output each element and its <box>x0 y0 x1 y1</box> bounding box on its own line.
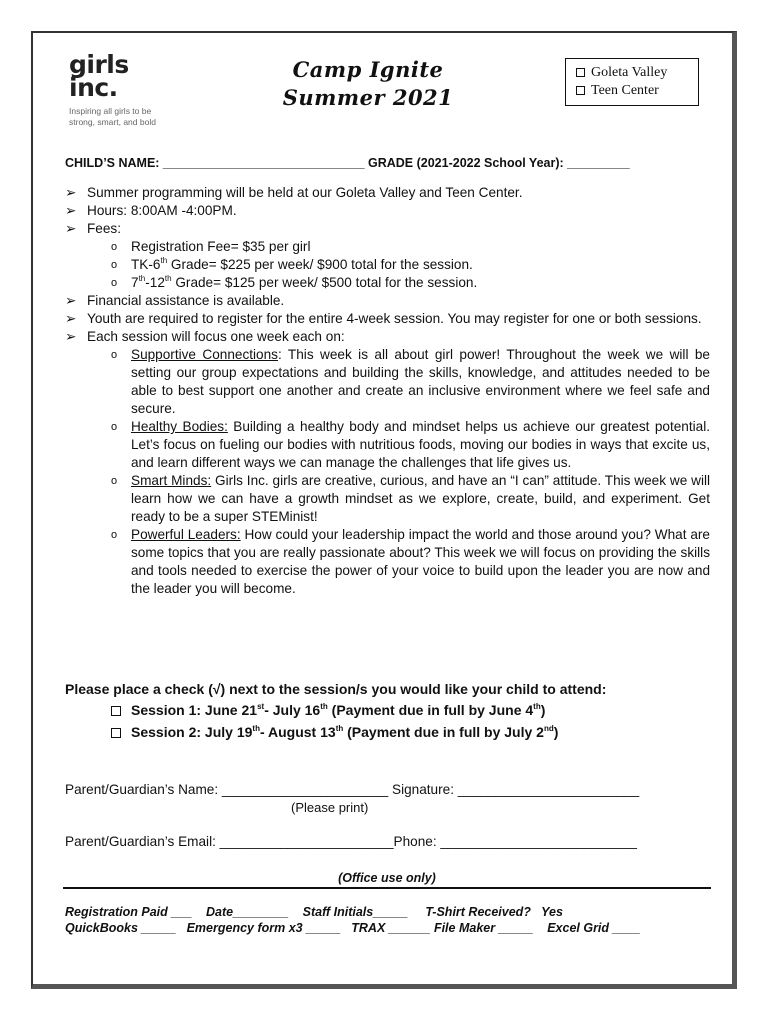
fee-item <box>65 274 710 292</box>
list-item <box>65 328 710 346</box>
fee-text: Grade= $125 per week/ $500 total for the session. <box>171 275 478 290</box>
superscript: nd <box>543 724 554 733</box>
circle-bullet-icon: o <box>111 475 118 487</box>
focus-item-smart-minds <box>65 472 710 526</box>
circle-bullet-icon: o <box>111 241 118 253</box>
child-name-grade-line[interactable]: CHILD’S NAME: _____________________________ GRADE (2021-2022 School Year): _________ <box>65 156 630 170</box>
fee-text: TK-6 <box>131 257 161 272</box>
superscript: th <box>138 274 146 283</box>
checkbox-icon[interactable] <box>111 706 121 716</box>
fee-text: Grade= $225 per week/ $900 total for the session. <box>167 257 473 272</box>
focus-text: How could your leadership impact the world and those around you? What are some topics that you are really passionate about? This week we will focus on providing the skills and tools needed to exercise the power of your voice to build upon the leader you are now and the leader you will become. <box>131 527 710 596</box>
logo-tagline-2: strong, smart, and bold <box>69 117 156 127</box>
superscript: th <box>335 724 344 733</box>
office-use-heading: (Office use only) <box>63 871 711 889</box>
program-details <box>65 184 710 598</box>
session-text: ) <box>553 724 559 740</box>
focus-item-healthy-bodies <box>65 418 710 472</box>
superscript: st <box>257 702 265 711</box>
page-title <box>253 56 483 112</box>
list-item <box>65 202 710 220</box>
focus-text: : This week is all about girl power! Throughout the week we will be setting our group expectations and building the skills, knowledge, and attitudes needed to be able to best support one another and create an inclusive environment where we feel safe and secure. <box>131 347 710 416</box>
girls-inc-logo <box>69 50 156 128</box>
fee-item <box>65 256 710 274</box>
location-teen-center[interactable] <box>576 82 698 100</box>
location-label-2: Teen Center <box>591 83 659 98</box>
logo-word-girls: girls <box>69 50 129 79</box>
session-text: (Payment due in full by July 2 <box>343 724 544 740</box>
arrow-bullet-icon: ➢ <box>65 185 77 200</box>
checkbox-icon[interactable] <box>111 728 121 738</box>
superscript: th <box>160 256 168 265</box>
arrow-bullet-icon: ➢ <box>65 311 77 326</box>
focus-title: Supportive Connections <box>131 347 278 362</box>
checkbox-icon <box>576 86 585 95</box>
office-admin-row-1: Registration Paid ___ Date________ Staff Initials_____ T-Shirt Received? Yes <box>65 905 563 919</box>
location-label-1: Goleta Valley <box>591 65 668 80</box>
location-box <box>565 58 699 106</box>
logo-word-inc: inc. <box>69 73 118 102</box>
bullet-text: Summer programming will be held at our Goleta Valley and Teen Center. <box>87 185 523 200</box>
list-item <box>65 184 710 202</box>
list-item <box>65 220 710 238</box>
arrow-bullet-icon: ➢ <box>65 203 77 218</box>
fee-text: 7 <box>131 275 139 290</box>
bullet-text: Hours: 8:00AM -4:00PM. <box>87 203 237 218</box>
list-item <box>65 310 710 328</box>
focus-title: Healthy Bodies: <box>131 419 228 434</box>
form-page <box>31 31 737 989</box>
focus-text: Girls Inc. girls are creative, curious, and have an “I can” attitude. This week we will learn how we can have a growth mindset as we explore, create, build, and experiment. Get ready to be a super STEMinist! <box>131 473 711 524</box>
arrow-bullet-icon: ➢ <box>65 329 77 344</box>
session-text: - August 13 <box>259 724 336 740</box>
superscript: th <box>252 724 260 733</box>
bullet-text: Each session will focus one week each on: <box>87 329 345 344</box>
fee-text: -12 <box>145 275 165 290</box>
title-line-1: Camp Ignite <box>292 57 444 82</box>
circle-bullet-icon: o <box>111 277 118 289</box>
session-text: Session 2: July 19 <box>131 724 253 740</box>
circle-bullet-icon: o <box>111 259 118 271</box>
arrow-bullet-icon: ➢ <box>65 293 77 308</box>
focus-title: Smart Minds: <box>131 473 212 488</box>
circle-bullet-icon: o <box>111 421 118 433</box>
title-line-2: Summer 2021 <box>282 85 454 110</box>
focus-text: Building a healthy body and mindset helps us achieve our greatest potential. Let’s focus on fueling our bodies with nutritious foods, moving our bodies in ways that excite us, and learn different ways we can manage the challenges that life gives us. <box>131 419 710 470</box>
arrow-bullet-icon: ➢ <box>65 221 77 236</box>
bullet-text: Youth are required to register for the entire 4-week session. You may register for one or both sessions. <box>87 311 702 326</box>
fee-text: Registration Fee= $35 per girl <box>131 239 311 254</box>
location-goleta-valley[interactable] <box>576 64 698 82</box>
fee-item <box>65 238 710 256</box>
focus-item-supportive-connections <box>65 346 710 418</box>
session-check-heading: Please place a check (√) next to the session/s you would like your child to attend: <box>65 681 607 697</box>
please-print-note: (Please print) <box>291 800 369 815</box>
office-admin-row-2: QuickBooks _____ Emergency form x3 _____ TRAX ______ File Maker _____ Excel Grid ____ <box>65 921 641 935</box>
circle-bullet-icon: o <box>111 529 118 541</box>
checkbox-icon <box>576 68 585 77</box>
list-item <box>65 292 710 310</box>
superscript: th <box>533 702 541 711</box>
parent-email-phone-line[interactable]: Parent/Guardian’s Email: _______________________Phone: __________________________ <box>65 834 637 849</box>
superscript: th <box>164 274 172 283</box>
bullet-text: Financial assistance is available. <box>87 293 285 308</box>
session-1-option[interactable] <box>111 701 545 719</box>
superscript: th <box>320 702 328 711</box>
focus-item-powerful-leaders <box>65 526 710 598</box>
session-2-option[interactable] <box>111 723 558 741</box>
circle-bullet-icon: o <box>111 349 118 361</box>
logo-tagline <box>69 106 156 128</box>
session-text: ) <box>540 702 546 718</box>
logo-tagline-1: Inspiring all girls to be <box>69 106 152 116</box>
focus-title: Powerful Leaders: <box>131 527 241 542</box>
bullet-text: Fees: <box>87 221 121 236</box>
session-text: (Payment due in full by June 4 <box>327 702 534 718</box>
session-text: Session 1: June 21 <box>131 702 258 718</box>
parent-name-signature-line[interactable]: Parent/Guardian’s Name: ______________________ Signature: ________________________ <box>65 782 640 797</box>
session-text: - July 16 <box>264 702 321 718</box>
